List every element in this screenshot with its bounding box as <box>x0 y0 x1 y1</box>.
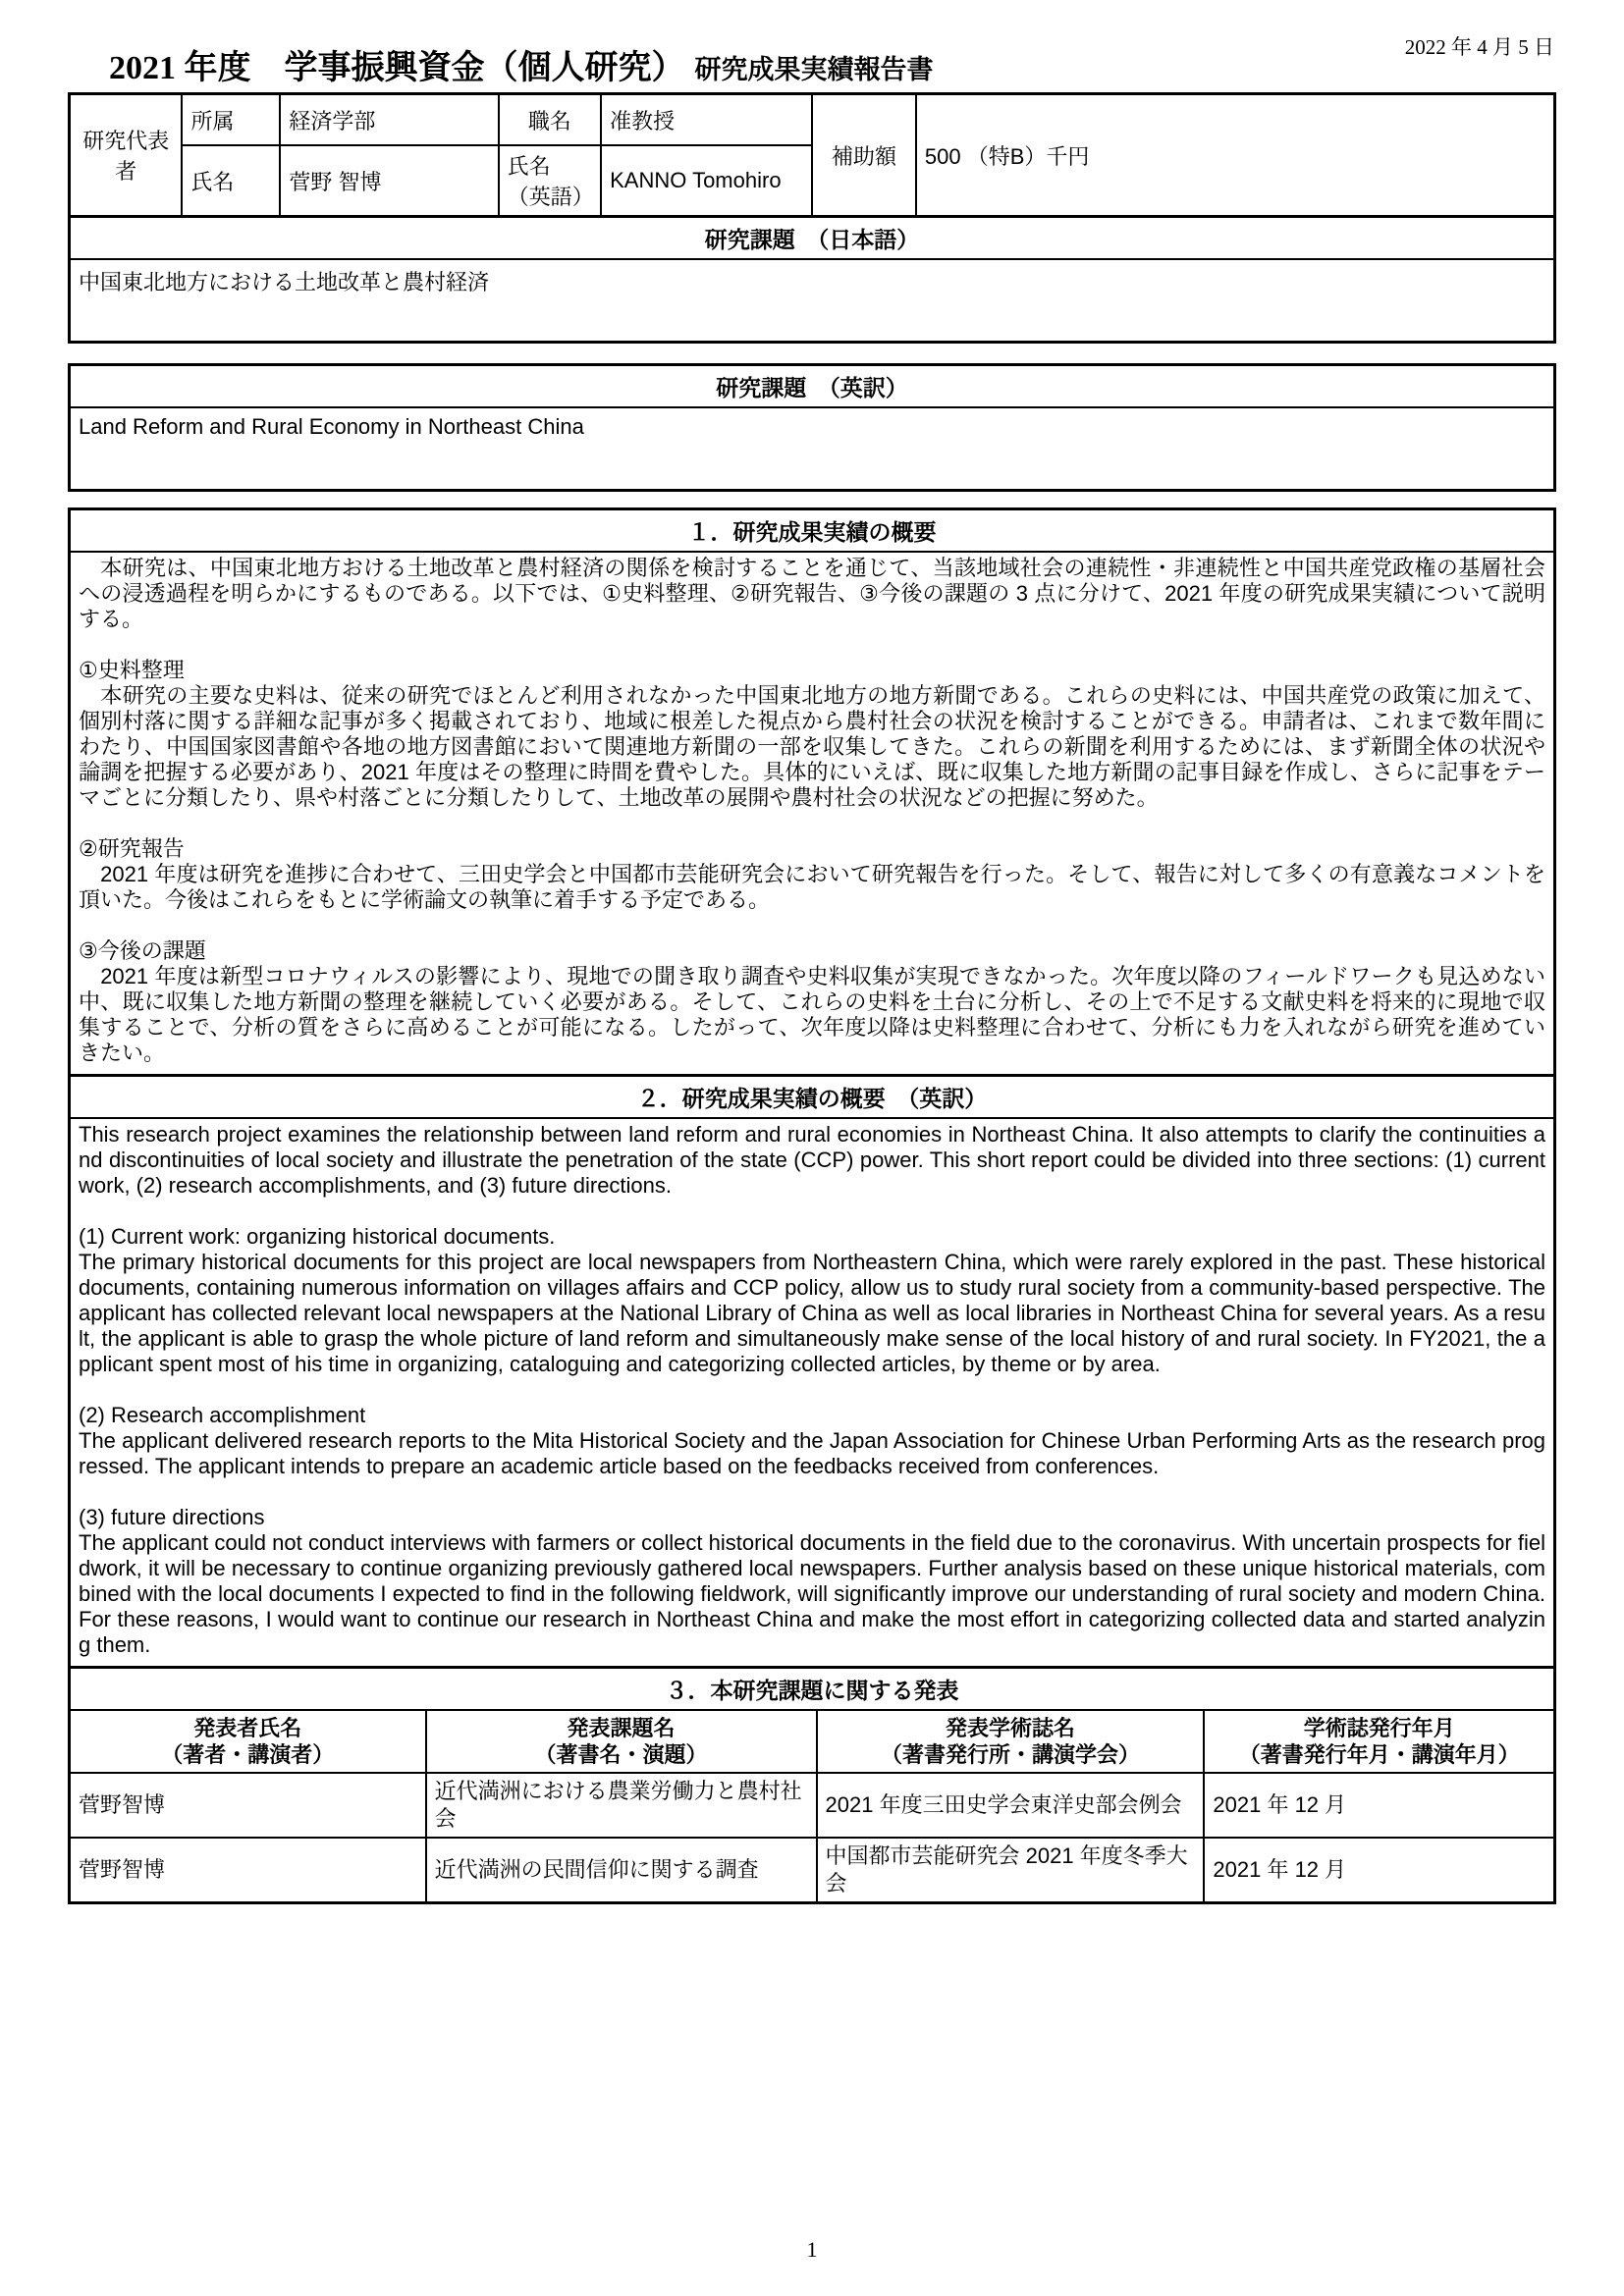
position-value: 准教授 <box>601 94 812 146</box>
text-line <box>79 1377 1545 1403</box>
name-en-value: KANNO Tomohiro <box>601 145 812 217</box>
summary-ja-header: １．研究成果実績の概要 <box>70 509 1555 553</box>
text-line: ②研究報告 <box>79 836 185 861</box>
col-header-date <box>1204 1710 1554 1773</box>
summary-ja-header-row <box>70 509 1555 553</box>
topic-ja-header: 研究課題 （日本語） <box>70 217 1555 260</box>
presentation-row-1 <box>70 1773 1555 1838</box>
text-line <box>79 913 1545 938</box>
presentation-1-date: 2021 年 12 月 <box>1204 1773 1554 1838</box>
presentation-2-date: 2021 年 12 月 <box>1204 1838 1554 1903</box>
text-line: (2) Research accomplishment <box>79 1403 366 1427</box>
name-label: 氏名 <box>182 145 280 217</box>
presentation-1-venue: 2021 年度三田史学会東洋史部会例会 <box>817 1773 1205 1838</box>
text-line: 本研究は、中国東北地方おける土地改革と農村経済の関係を検討することを通じて、当該地域社会の連続性・非連続性と中国共産党政権の基層社会への浸透過程を明らかにするものである。以下では、①史料整理、②研究報告、③今後の課題の 3 点に分けて、2021 年度の研究成果実績について説明する。 <box>79 556 1545 631</box>
col-header-presenter-title: 発表者氏名 <box>193 1716 302 1740</box>
text-line: (3) future directions <box>79 1505 265 1529</box>
topic-ja-value-row <box>70 259 1555 343</box>
text-line: 2021 年度は研究を進捗に合わせて、三田史学会と中国都市芸能研究会において研究報告を行った。そして、報告に対して多くの有意義なコメントを頂いた。今後はこれらをもとに学術論文の執筆に着手する予定である。 <box>79 862 1545 912</box>
document-header <box>68 26 1556 90</box>
topic-en-table <box>68 363 1556 492</box>
topic-en-header: 研究課題 （英訳） <box>70 365 1555 408</box>
presentation-2-venue: 中国都市芸能研究会 2021 年度冬季大会 <box>817 1838 1205 1903</box>
text-line: This research project examines the relationship between land reform and rural economies in Northeast China. It also attempts to clarify the continuities and discontinuities of local society and illustrate the penetration of the state (CCP) power. This short report could be divided into three sections: (1) current work, (2) research accomplishments, and (3) future directions. <box>79 1122 1545 1198</box>
presentation-2-title: 近代満洲の民間信仰に関する調査 <box>426 1838 817 1903</box>
presentations-column-headers <box>70 1710 1555 1773</box>
text-line: 本研究の主要な史料は、従来の研究でほとんど利用されなかった中国東北地方の地方新聞である。これらの史料には、中国共産党の政策に加えて、個別村落に関する詳細な記事が多く掲載されており、地域に根差した視点から農村社会の状況を検討することができる。申請者は、これまで数年間にわたり、中国国家図書館や各地の地方図書館において関連地方新聞の一部を収集してきた。これらの新聞を利用するためには、まず新聞全体の状況や論調を把握する必要があり、2021 年度はその整理に時間を費やした。具体的にいえば、既に収集した地方新聞の記事目録を作成し、さらに記事をテーマごとに分類したり、県や村落ごとに分類したりして、土地改革の展開や農村社会の状況などの把握に努めた。 <box>79 683 1545 810</box>
col-header-presenter-subtitle: （著者・講演者） <box>161 1742 335 1767</box>
presentations-header: ３．本研究課題に関する発表 <box>70 1668 1555 1711</box>
document-date: 2022 年 4 月 5 日 <box>1404 35 1554 59</box>
summary-en-header: ２．研究成果実績の概要 （英訳） <box>70 1076 1555 1119</box>
researcher-row-1 <box>70 94 1555 146</box>
summary-en-header-row <box>70 1076 1555 1119</box>
presentation-1-presenter: 菅野智博 <box>70 1773 426 1838</box>
affiliation-label: 所属 <box>182 94 280 146</box>
presentation-2-presenter: 菅野智博 <box>70 1838 426 1903</box>
summary-ja-text-row <box>70 552 1555 1076</box>
topic-ja-header-row <box>70 217 1555 260</box>
text-line: ①史料整理 <box>79 658 185 682</box>
researcher-role-label: 研究代表者 <box>70 94 183 217</box>
text-line: The applicant could not conduct interviews with farmers or collect historical documents in the field due to the coronavirus. With uncertain prospects for fieldwork, it will be necessary to continue organizing previously gathered local newspapers. Further analysis based on these unique historical materials, combined with the local documents I expected to find in the following fieldwork, will significantly improve our understanding of rural society and modern China. For these reasons, I would want to continue our research in Northeast China and make the most effort in categorizing collected data and started analyzing them. <box>79 1530 1545 1657</box>
text-line <box>79 811 1545 836</box>
topic-en-value-row <box>70 407 1555 491</box>
summary-en-text-row <box>70 1118 1555 1668</box>
col-header-title-title: 発表課題名 <box>567 1716 676 1740</box>
col-header-title-subtitle: （著書名・演題） <box>534 1742 708 1767</box>
col-header-presenter <box>70 1710 426 1773</box>
researcher-info-table <box>68 92 1556 344</box>
col-header-venue <box>817 1710 1205 1773</box>
main-report-table <box>68 507 1556 1904</box>
col-header-title <box>426 1710 817 1773</box>
page-number: 1 <box>806 2237 818 2262</box>
text-line: (1) Current work: organizing historical documents. <box>79 1224 556 1249</box>
col-header-date-title: 学術誌発行年月 <box>1303 1716 1455 1740</box>
document-title <box>109 40 934 88</box>
text-line: ③今後の課題 <box>79 938 206 963</box>
name-en-label: 氏名 （英語） <box>499 145 601 217</box>
text-line: 2021 年度は新型コロナウィルスの影響により、現地での聞き取り調査や史料収集が実現できなかった。次年度以降のフィールドワークも見込めない中、既に収集した地方新聞の整理を継続していく必要がある。そして、これらの史料を土台に分析し、その上で不足する文献史料を将来的に現地で収集することで、分析の質をさらに高めることが可能になる。したがって、次年度以降は史料整理に合わせて、分析にも力を入れながら研究を進めていきたい。 <box>79 964 1545 1065</box>
presentation-1-title: 近代満洲における農業労働力と農村社会 <box>426 1773 817 1838</box>
document-title-main: 2021 年度 学事振興資金（個人研究） <box>109 50 685 86</box>
spacer <box>68 344 1556 363</box>
text-line: The applicant delivered research reports to the Mita Historical Society and the Japan Association for Chinese Urban Performing Arts as the research progressed. The applicant intends to prepare an academic article based on the feedbacks received from conferences. <box>79 1428 1545 1478</box>
text-line: The primary historical documents for this project are local newspapers from Northeastern China, which were rarely explored in the past. These historical documents, containing numerous information on villages affairs and CCP policy, allow us to study rural society from a community-based perspective. The applicant has collected relevant local newspapers at the National Library of China as well as local libraries in Northeast China for several years. As a result, the applicant is able to grasp the whole picture of land reform and simultaneously make sense of the local history of and rural society. In FY2021, the applicant spent most of his time in organizing, cataloguing and categorizing collected articles, by theme or by area. <box>79 1250 1545 1376</box>
text-line <box>79 1479 1545 1505</box>
topic-en-value: Land Reform and Rural Economy in Northeast China <box>70 407 1555 491</box>
document-title-sub: 研究成果実績報告書 <box>694 55 934 84</box>
presentations-header-row <box>70 1668 1555 1711</box>
subsidy-value: 500 （特B）千円 <box>916 94 1555 217</box>
affiliation-value: 経済学部 <box>280 94 498 146</box>
topic-en-header-row <box>70 365 1555 408</box>
col-header-date-subtitle: （著書発行年月・講演年月） <box>1238 1742 1520 1767</box>
spacer <box>68 492 1556 507</box>
text-line <box>79 1199 1545 1224</box>
text-line <box>79 632 1545 658</box>
col-header-venue-title: 発表学術誌名 <box>945 1716 1075 1740</box>
topic-ja-value: 中国東北地方における土地改革と農村経済 <box>70 259 1555 343</box>
col-header-venue-subtitle: （著書発行所・講演学会） <box>880 1742 1140 1767</box>
name-value: 菅野 智博 <box>280 145 498 217</box>
summary-en-text <box>70 1118 1555 1668</box>
position-label: 職名 <box>499 94 601 146</box>
presentation-row-2 <box>70 1838 1555 1903</box>
summary-ja-text <box>70 552 1555 1076</box>
subsidy-label: 補助額 <box>812 94 916 217</box>
